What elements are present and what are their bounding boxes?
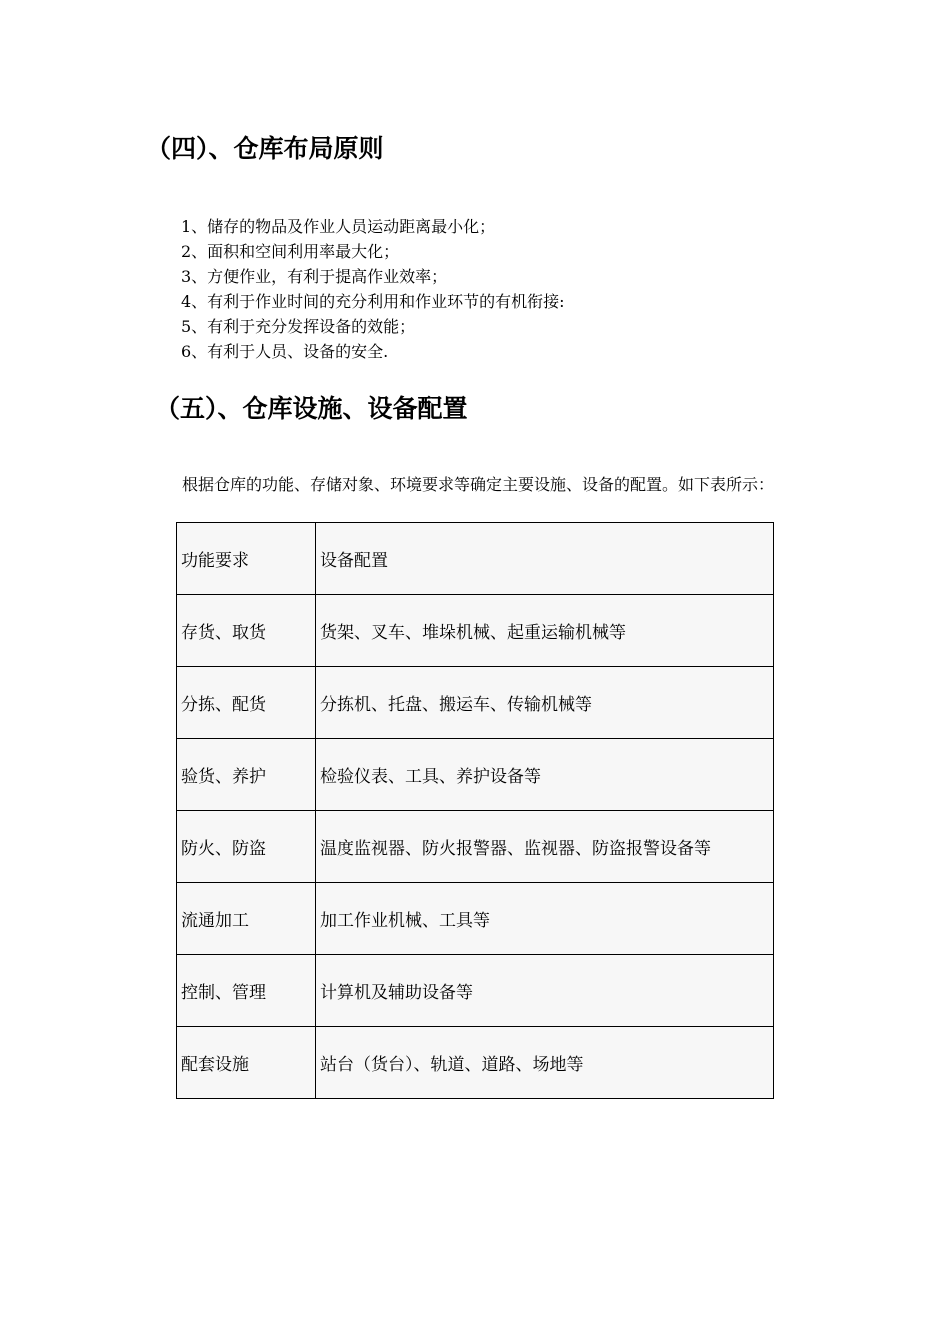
equipment-cell: 货架、叉车、堆垛机械、起重运输机械等: [316, 595, 774, 667]
equipment-cell: 站台（货台）、轨道、道路、场地等: [316, 1027, 774, 1099]
equipment-cell: 计算机及辅助设备等: [316, 955, 774, 1027]
list-item: 3、方便作业，有利于提高作业效率；: [181, 267, 448, 286]
table-row: [177, 739, 774, 811]
intro-paragraph: 根据仓库的功能、存储对象、环境要求等确定主要设施、设备的配置。如下表所示：: [182, 475, 775, 494]
function-cell: 配套设施: [177, 1027, 316, 1099]
table-row: [177, 955, 774, 1027]
list-item: 4、有利于作业时间的充分利用和作业环节的有机衔接:: [181, 292, 565, 311]
layout-principles-list: [181, 214, 565, 364]
section-4-title: （四）、仓库布局原则: [146, 134, 384, 163]
list-item: 6、有利于人员、设备的安全.: [181, 342, 389, 361]
function-cell: 存货、取货: [177, 595, 316, 667]
equipment-cell: 温度监视器、防火报警器、监视器、防盗报警设备等: [316, 811, 774, 883]
function-cell: 分拣、配货: [177, 667, 316, 739]
list-item: 2、面积和空间利用率最大化；: [181, 242, 400, 261]
function-cell: 流通加工: [177, 883, 316, 955]
equipment-cell: 检验仪表、工具、养护设备等: [316, 739, 774, 811]
table-header-row: [177, 523, 774, 595]
function-cell: 控制、管理: [177, 955, 316, 1027]
table-row: [177, 1027, 774, 1099]
section-5-title: （五）、仓库设施、设备配置: [155, 394, 468, 423]
list-item: 5、有利于充分发挥设备的效能；: [181, 317, 416, 336]
header-cell-function: 功能要求: [177, 523, 316, 595]
function-cell: 防火、防盗: [177, 811, 316, 883]
table-row: [177, 595, 774, 667]
equipment-cell: 加工作业机械、工具等: [316, 883, 774, 955]
table-row: [177, 811, 774, 883]
equipment-cell: 分拣机、托盘、搬运车、传输机械等: [316, 667, 774, 739]
list-item: 1、储存的物品及作业人员运动距离最小化；: [181, 217, 496, 236]
table-row: [177, 667, 774, 739]
header-cell-equipment: 设备配置: [316, 523, 774, 595]
function-cell: 验货、养护: [177, 739, 316, 811]
equipment-table: [176, 522, 774, 1099]
table-row: [177, 883, 774, 955]
